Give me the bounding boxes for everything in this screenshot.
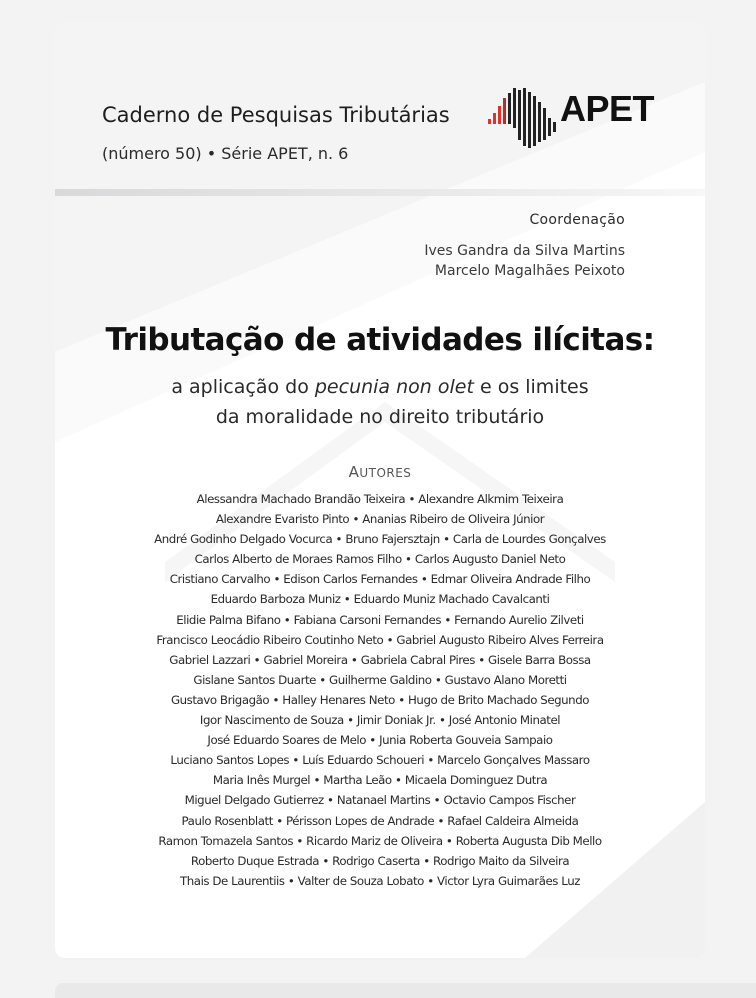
author-line: José Eduardo Soares de Melo • Junia Roberta Gouveia Sampaio [207,733,553,748]
author-line: Maria Inês Murgel • Martha Leão • Micaela Dominguez Dutra [212,773,548,788]
author-line: Gabriel Lazzari • Gabriel Moreira • Gabriela Cabral Pires • Gisele Barra Bossa [169,652,591,667]
author-line: Gislane Santos Duarte • Guilherme Galdino • Gustavo Alano Moretti [193,672,567,687]
author-line: Francisco Leocádio Ribeiro Coutinho Neto • Gabriel Augusto Ribeiro Alves Ferreira [156,632,604,647]
author-line: Eduardo Barboza Muniz • Eduardo Muniz Machado Cavalcanti [210,592,550,607]
subtitle-line-1: a aplicação do pecunia non olet e os limites [171,376,589,398]
author-line: Miguel Delgado Gutierrez • Natanael Martins • Octavio Campos Fischer [184,793,576,808]
coordination-label: Coordenação [529,212,625,228]
book-subtitle [55,372,705,432]
book-cover [55,22,705,958]
author-line: Igor Nascimento de Souza • Jimir Doniak Jr. • José Antonio Minatel [199,713,561,728]
series-title: Caderno de Pesquisas Tributárias [102,103,450,127]
author-line: Carlos Alberto de Moraes Ramos Filho • Carlos Augusto Daniel Neto [194,552,566,567]
author-line: Gustavo Brigagão • Halley Henares Neto • Hugo de Brito Machado Segundo [170,692,590,707]
author-line: Ramon Tomazela Santos • Ricardo Mariz de Oliveira • Roberta Augusta Dib Mello [158,833,602,848]
series-subtitle: (número 50) • Série APET, n. 6 [102,144,349,163]
apet-logo [488,88,668,152]
author-line: André Godinho Delgado Vocurca • Bruno Fajersztajn • Carla de Lourdes Gonçalves [154,532,606,547]
next-page-edge [55,983,756,998]
author-line: Elidie Palma Bifano • Fabiana Carsoni Fernandes • Fernando Aurelio Zilveti [176,612,584,627]
coordinator-name: Marcelo Magalhães Peixoto [434,263,625,279]
author-line: Thais De Laurentiis • Valter de Souza Lobato • Victor Lyra Guimarães Luz [180,873,580,888]
logo-text: APET [560,88,655,129]
author-line: Alexandre Evaristo Pinto • Ananias Ribeiro de Oliveira Júnior [215,512,545,527]
header-divider [55,189,705,196]
authors-list [55,489,705,891]
subtitle-line-2: da moralidade no direito tributário [215,406,545,428]
author-line: Cristiano Carvalho • Edison Carlos Fernandes • Edmar Oliveira Andrade Filho [169,572,591,587]
author-line: Roberto Duque Estrada • Rodrigo Caserta • Rodrigo Maito da Silveira [190,853,570,868]
book-title: Tributação de atividades ilícitas: [105,322,655,358]
coordinators [424,241,625,281]
author-line: Paulo Rosenblatt • Périsson Lopes de Andrade • Rafael Caldeira Almeida [181,813,579,828]
coordinator-name: Ives Gandra da Silva Martins [424,243,625,259]
author-line: Alessandra Machado Brandão Teixeira • Alexandre Alkmim Teixeira [196,492,564,506]
author-line: Luciano Santos Lopes • Luís Eduardo Schoueri • Marcelo Gonçalves Massaro [170,753,590,768]
authors-label: AUTORES [348,463,412,481]
sound-bars-logo-icon [488,88,560,152]
